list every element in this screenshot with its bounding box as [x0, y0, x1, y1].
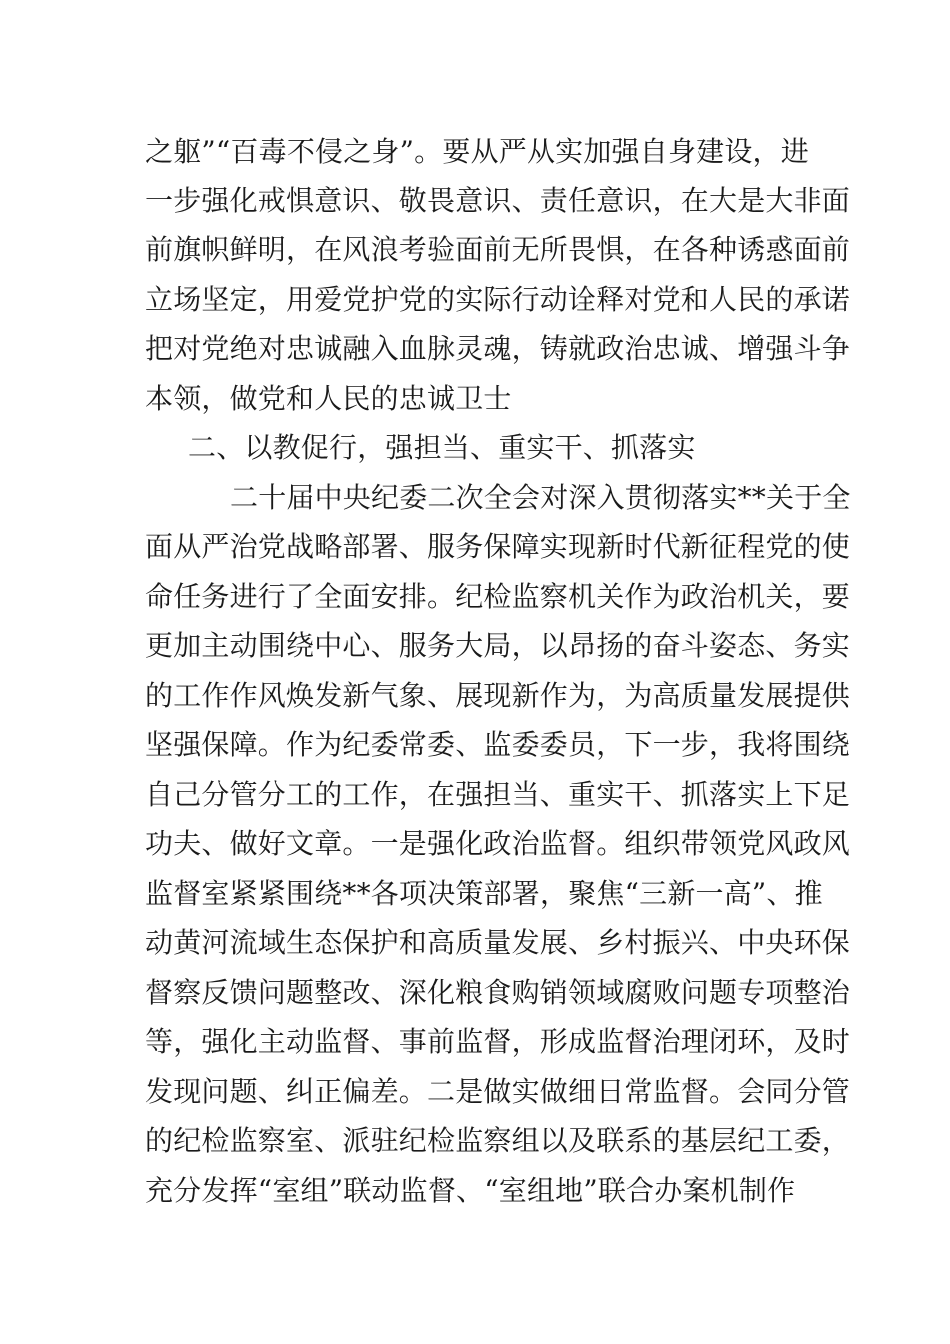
paragraph-line: 监督室紧紧围绕**各项决策部署，聚焦“三新一高”、推 [145, 877, 823, 910]
paragraph-line: 等，强化主动监督、事前监督，形成监督治理闭环，及时 [145, 1025, 851, 1058]
paragraph-line: 之躯”“百毒不侵之身”。要从严从实加强自身建设，进 [145, 135, 809, 168]
paragraph-line: 面从严治党战略部署、服务保障实现新时代新征程党的使 [145, 530, 851, 563]
paragraph-line: 命任务进行了全面安排。纪检监察机关作为政治机关，要 [145, 580, 851, 613]
paragraph-line: 的纪检监察室、派驻纪检监察组以及联系的基层纪工委， [145, 1124, 851, 1157]
paragraph-line: 督察反馈问题整改、深化粮食购销领域腐败问题专项整治 [145, 976, 851, 1009]
paragraph-line: 动黄河流域生态保护和高质量发展、乡村振兴、中央环保 [145, 926, 851, 959]
paragraph-line: 的工作作风焕发新气象、展现新作为，为高质量发展提供 [145, 679, 851, 712]
paragraph-line: 充分发挥“室组”联动监督、“室组地”联合办案机制作 [145, 1174, 796, 1207]
paragraph-line: 立场坚定，用爱党护党的实际行动诠释对党和人民的承诺 [145, 283, 851, 316]
paragraph-line: 把对党绝对忠诚融入血脉灵魂，铸就政治忠诚、增强斗争 [145, 332, 851, 365]
paragraph-line: 发现问题、纠正偏差。二是做实做细日常监督。会同分管 [145, 1075, 851, 1108]
paragraph-line: 坚强保障。作为纪委常委、监委委员，下一步，我将围绕 [145, 728, 851, 761]
paragraph-line: 更加主动围绕中心、服务大局，以昂扬的奋斗姿态、务实 [145, 629, 851, 662]
paragraph-line: 功夫、做好文章。一是强化政治监督。组织带领党风政风 [145, 827, 851, 860]
paragraph-line: 一步强化戒惧意识、敬畏意识、责任意识，在大是大非面 [145, 184, 851, 217]
paragraph-line: 自己分管分工的工作，在强担当、重实干、抓落实上下足 [145, 778, 851, 811]
paragraph-line: 二十届中央纪委二次全会对深入贯彻落实**关于全 [230, 481, 851, 514]
section-heading: 二、以教促行，强担当、重实干、抓落实 [188, 431, 696, 464]
paragraph-line: 前旗帜鲜明，在风浪考验面前无所畏惧，在各种诱惑面前 [145, 233, 851, 266]
paragraph-line: 本领，做党和人民的忠诚卫士 [145, 382, 512, 415]
